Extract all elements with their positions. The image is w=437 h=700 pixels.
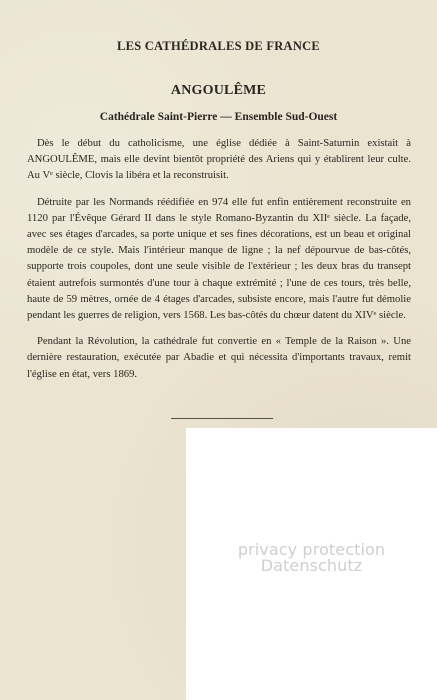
subtitle: Cathédrale Saint-Pierre — Ensemble Sud-Ouest — [99, 111, 338, 123]
privacy-protection-overlay — [186, 428, 437, 700]
series-title: LES CATHÉDRALES DE FRANCE — [117, 39, 320, 53]
privacy-protection-text — [186, 542, 437, 574]
paragraph-1: Dès le début du catholicisme, une église dédiée à Saint-Saturnin existait à ANGOULÊME, mais elle devint bientôt propriété des Ariens qui y établirent leur culte. Au Vᵉ siècle, Clovis la libéra et la reconstruisit. — [27, 138, 411, 182]
paragraph-2: Détruite par les Normands réédifiée en 974 elle fut enfin entièrement reconstruite en 1120 par l'Évêque Gérard II dans le style Romano-Byzantin du XIIᵉ siècle. La façade, avec ses étages d'arcades, sa porte unique et ses fines décorations, est un beau et original modèle de ce style. Mais l'intérieur manque de ligne ; la nef dépourvue de bas-côtés, supporte trois coupoles, dont une seule visible de l'extérieur ; les deux bras du transept étaient autrefois surmontés d'une tour à chaque extrémité ; l'une de ces tours, très belle, haute de 59 mètres, ornée de 4 étages d'arcades, subsiste encore, mais l'autre fut démolie pendant les guerres de religion, vers 1568. Les bas-côtés du chœur datent du XIVᵉ siècle. — [27, 196, 411, 322]
privacy-line-2: Datenschutz — [260, 556, 363, 575]
divider-line — [171, 418, 273, 419]
paragraph-3: Pendant la Révolution, la cathédrale fut convertie en « Temple de la Raison ». Une dernière restauration, exécutée par Abadie et qui nécessita d'importants travaux, remit l'église en état, vers 1869. — [27, 336, 411, 380]
privacy-line-1: privacy protection — [237, 540, 386, 559]
city-title: ANGOULÊME — [170, 83, 267, 98]
text-block — [27, 136, 411, 393]
